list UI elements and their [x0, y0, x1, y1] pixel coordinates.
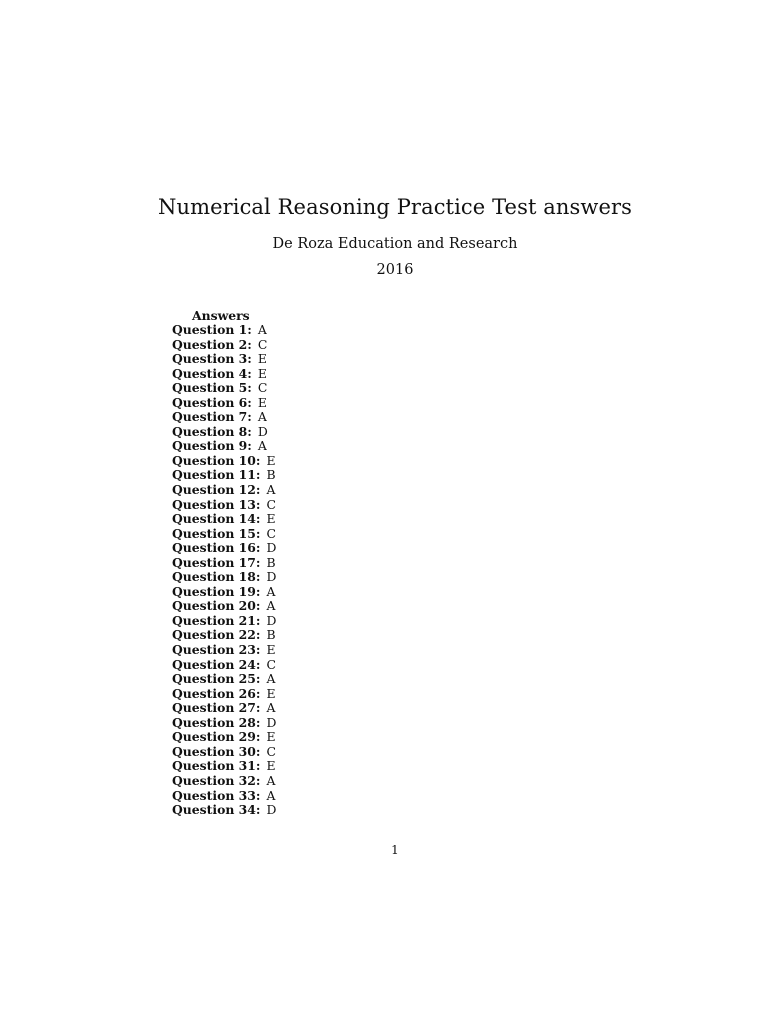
answer-row: [172, 643, 276, 658]
question-label: Question 17:: [172, 554, 261, 570]
answer-value: B: [266, 467, 276, 483]
answer-row: [172, 454, 276, 469]
answer-row: [172, 759, 276, 774]
answer-value: A: [266, 787, 276, 803]
answer-value: D: [266, 569, 277, 585]
answer-value: E: [257, 365, 267, 381]
answer-row: [172, 396, 276, 411]
answer-value: C: [257, 380, 268, 396]
answer-row: [172, 658, 276, 673]
question-label: Question 1:: [172, 322, 252, 337]
answer-value: A: [257, 438, 267, 454]
page-number: 1: [391, 843, 399, 857]
answer-value: E: [266, 452, 276, 468]
answer-row: [172, 439, 276, 454]
question-label: Question 32:: [172, 772, 261, 788]
answer-row: [172, 556, 276, 571]
answer-row: [172, 599, 276, 614]
answer-value: E: [266, 511, 276, 527]
question-label: Question 14:: [172, 511, 261, 527]
answer-value: B: [266, 627, 276, 643]
question-label: Question 24:: [172, 656, 261, 672]
answer-row: [172, 774, 276, 789]
question-label: Question 22:: [172, 627, 261, 643]
answer-row: [172, 483, 276, 498]
question-label: Question 8:: [172, 423, 252, 439]
question-label: Question 15:: [172, 525, 261, 541]
answer-row: [172, 541, 276, 556]
question-label: Question 31:: [172, 758, 261, 774]
answer-row: [172, 789, 276, 804]
question-label: Question 28:: [172, 714, 261, 730]
question-label: Question 6:: [172, 394, 252, 410]
answer-value: A: [266, 671, 276, 687]
answer-value: A: [266, 583, 276, 599]
answer-value: B: [266, 554, 276, 570]
answer-row: [172, 323, 276, 338]
answer-row: [172, 338, 276, 353]
question-label: Question 21:: [172, 612, 261, 628]
answer-row: [172, 585, 276, 600]
answer-value: C: [266, 525, 276, 541]
question-label: Question 20:: [172, 598, 261, 614]
question-label: Question 30:: [172, 743, 261, 759]
answer-row: [172, 745, 276, 760]
question-label: Question 4:: [172, 365, 252, 381]
answer-row: [172, 498, 276, 513]
answer-value: D: [257, 423, 268, 439]
answers-heading: Answers: [192, 308, 250, 323]
answers-list: [172, 308, 276, 818]
answer-value: C: [257, 336, 268, 352]
answer-value: E: [266, 685, 276, 701]
question-label: Question 33:: [172, 787, 261, 803]
answer-value: E: [257, 394, 267, 410]
answer-value: E: [257, 351, 267, 367]
answer-row: [172, 468, 276, 483]
document-title: Numerical Reasoning Practice Test answers: [157, 195, 633, 219]
answer-row: [172, 381, 276, 396]
document-author: De Roza Education and Research: [272, 236, 518, 252]
answer-value: E: [266, 642, 276, 658]
question-label: Question 16:: [172, 540, 261, 556]
answer-value: A: [266, 700, 276, 716]
question-label: Question 23:: [172, 642, 261, 658]
question-label: Question 19:: [172, 583, 261, 599]
answer-value: C: [266, 496, 276, 512]
answer-value: D: [266, 714, 277, 730]
answer-value: C: [266, 656, 276, 672]
answer-value: D: [266, 612, 277, 628]
answer-value: A: [257, 409, 267, 425]
answer-row: [172, 352, 276, 367]
question-label: Question 27:: [172, 700, 261, 716]
question-label: Question 34:: [172, 802, 261, 818]
answer-row: [172, 701, 276, 716]
question-label: Question 3:: [172, 351, 252, 367]
question-label: Question 13:: [172, 496, 261, 512]
document-date: 2016: [376, 262, 414, 278]
answer-value: A: [257, 322, 267, 337]
answer-row: [172, 512, 276, 527]
answer-value: A: [266, 772, 276, 788]
answer-value: D: [266, 802, 277, 818]
answer-value: A: [266, 598, 276, 614]
question-label: Question 5:: [172, 380, 252, 396]
answer-value: C: [266, 743, 276, 759]
answer-row: [172, 425, 276, 440]
question-label: Question 18:: [172, 569, 261, 585]
question-label: Question 11:: [172, 467, 261, 483]
answer-row: [172, 730, 276, 745]
answer-value: E: [266, 758, 276, 774]
question-label: Question 29:: [172, 729, 261, 745]
answers-rows: [172, 323, 276, 818]
answer-row: [172, 628, 276, 643]
answer-value: E: [266, 729, 276, 745]
question-label: Question 26:: [172, 685, 261, 701]
question-label: Question 7:: [172, 409, 252, 425]
question-label: Question 25:: [172, 671, 261, 687]
answer-row: [172, 687, 276, 702]
answer-row: [172, 367, 276, 382]
answer-row: [172, 570, 276, 585]
question-label: Question 9:: [172, 438, 252, 454]
answer-row: [172, 527, 276, 542]
answer-row: [172, 410, 276, 425]
answer-row: [172, 614, 276, 629]
answer-value: A: [266, 482, 276, 498]
answer-row: [172, 803, 276, 818]
answer-row: [172, 672, 276, 687]
question-label: Question 12:: [172, 482, 261, 498]
answer-row: [172, 716, 276, 731]
answer-value: D: [266, 540, 277, 556]
question-label: Question 2:: [172, 336, 252, 352]
question-label: Question 10:: [172, 452, 261, 468]
